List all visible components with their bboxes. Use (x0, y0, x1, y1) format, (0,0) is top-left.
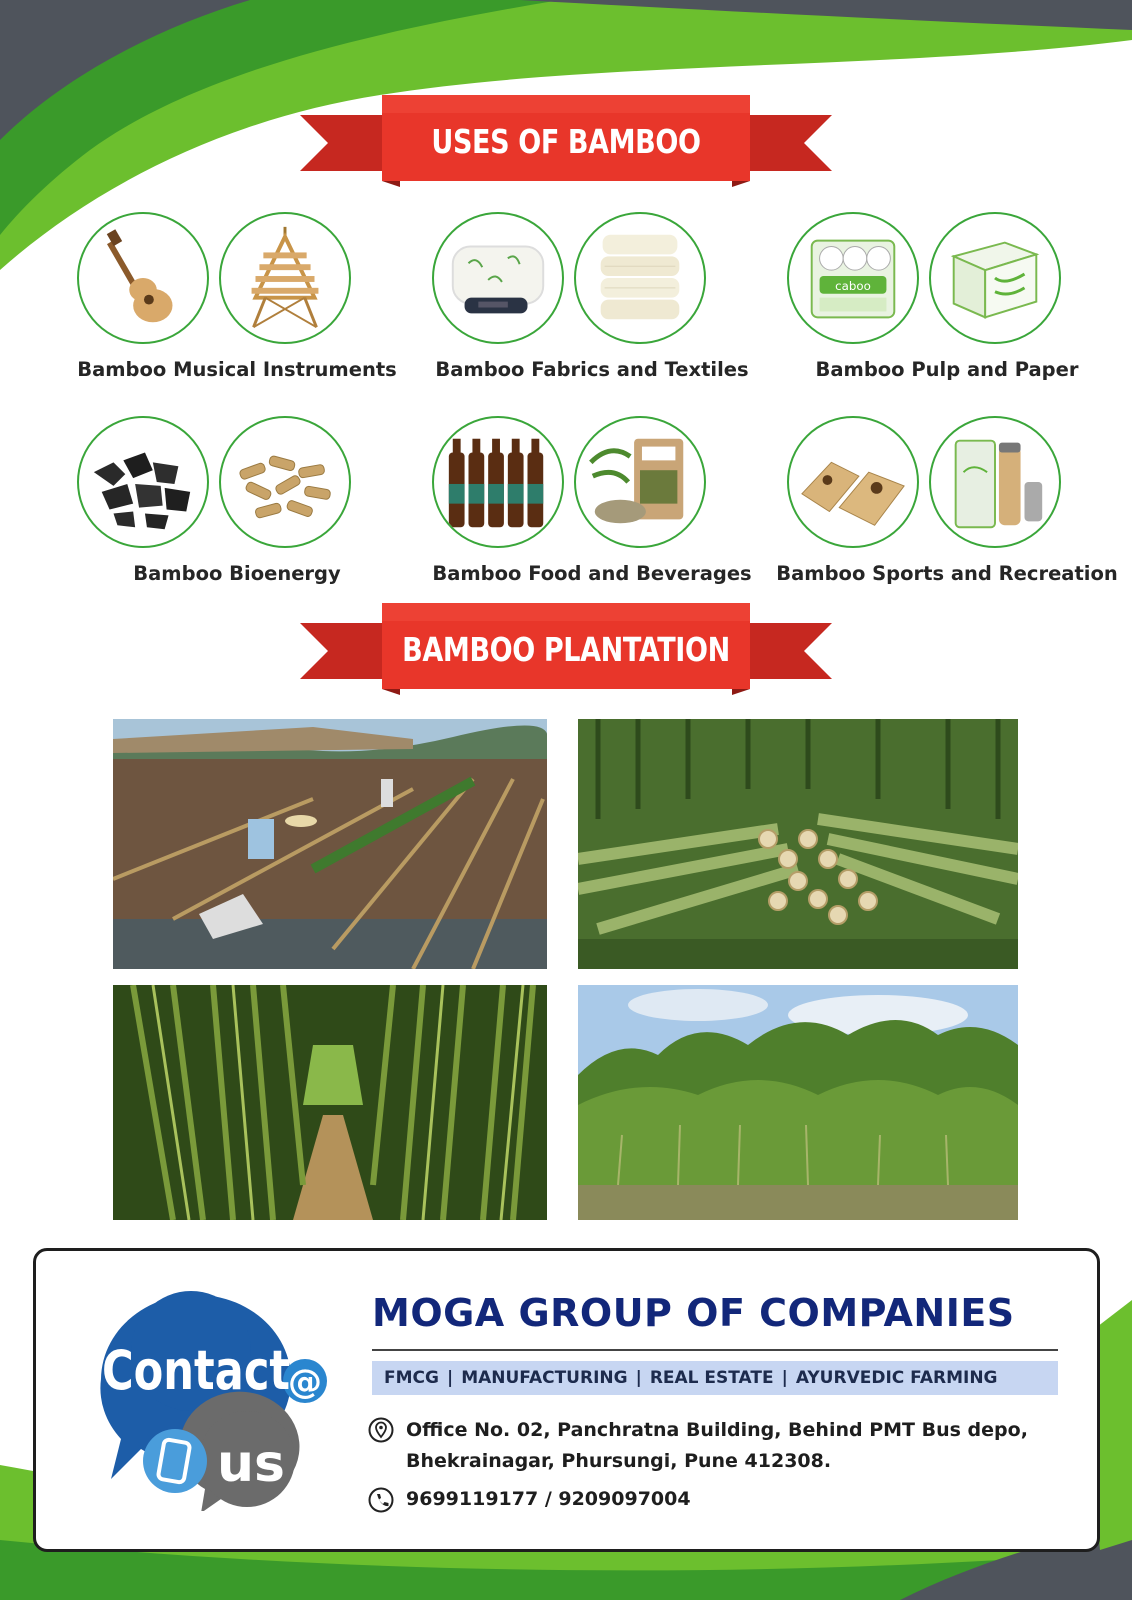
location-pin-icon (368, 1417, 394, 1443)
logo-us-text: us (217, 1434, 285, 1494)
tagline-separator: | (781, 1368, 788, 1388)
xylophone-icon (219, 212, 351, 344)
pellets-icon (219, 416, 351, 548)
logo-contact-text: Contact (101, 1339, 291, 1403)
bamboo-field-photo (578, 985, 1018, 1220)
phone-icon (368, 1487, 394, 1513)
uses-banner-title: USES OF BAMBOO (431, 121, 701, 161)
tagline-item: FMCG (384, 1368, 439, 1388)
cornhole-boards-icon (787, 416, 919, 548)
plantation-banner (300, 603, 832, 695)
paper-box-icon (929, 212, 1061, 344)
grove-path-photo (113, 985, 547, 1220)
ukulele-icon (77, 212, 209, 344)
towels-icon (574, 212, 706, 344)
phone-number: 9699119177 / 9209097004 (406, 1488, 691, 1510)
tea-pouch-icon (574, 416, 706, 548)
company-name: MOGA GROUP OF COMPANIES (372, 1291, 1015, 1335)
address-line-2: Bhekrainagar, Phursungi, Pune 412308. (406, 1450, 832, 1472)
tagline-bar (372, 1361, 1058, 1395)
charcoal-icon (77, 416, 209, 548)
use-label: Bamboo Bioenergy (133, 562, 341, 585)
use-label: Bamboo Pulp and Paper (815, 358, 1079, 381)
address-line-1: Office No. 02, Panchratna Building, Behind PMT Bus depo, (406, 1419, 1028, 1441)
use-label: Bamboo Sports and Recreation (776, 562, 1118, 585)
address-row (368, 1415, 1028, 1477)
logo-at-text: @ (288, 1362, 322, 1402)
tagline-item: AYURVEDIC FARMING (795, 1368, 998, 1388)
cut-poles-photo (578, 719, 1018, 969)
phone-row (368, 1485, 691, 1513)
divider (372, 1349, 1058, 1351)
beer-bottles-icon (432, 416, 564, 548)
tissue-rolls-icon (787, 212, 919, 344)
uses-grid (0, 0, 1132, 600)
tagline-separator: | (446, 1368, 454, 1388)
use-label: Bamboo Food and Beverages (432, 562, 752, 585)
contact-us-logo (91, 1281, 331, 1511)
tagline-item: REAL ESTATE (649, 1368, 774, 1388)
pillow-icon (432, 212, 564, 344)
tagline-separator: | (635, 1368, 642, 1388)
bottle-icon (929, 416, 1061, 548)
nursery-photo (113, 719, 547, 969)
tagline-item: MANUFACTURING (461, 1368, 628, 1388)
use-label: Bamboo Musical Instruments (77, 358, 397, 381)
contact-box (33, 1248, 1100, 1552)
plantation-banner-title: BAMBOO PLANTATION (402, 629, 730, 669)
svg-text:caboo: caboo (835, 278, 871, 293)
use-label: Bamboo Fabrics and Textiles (435, 358, 749, 381)
